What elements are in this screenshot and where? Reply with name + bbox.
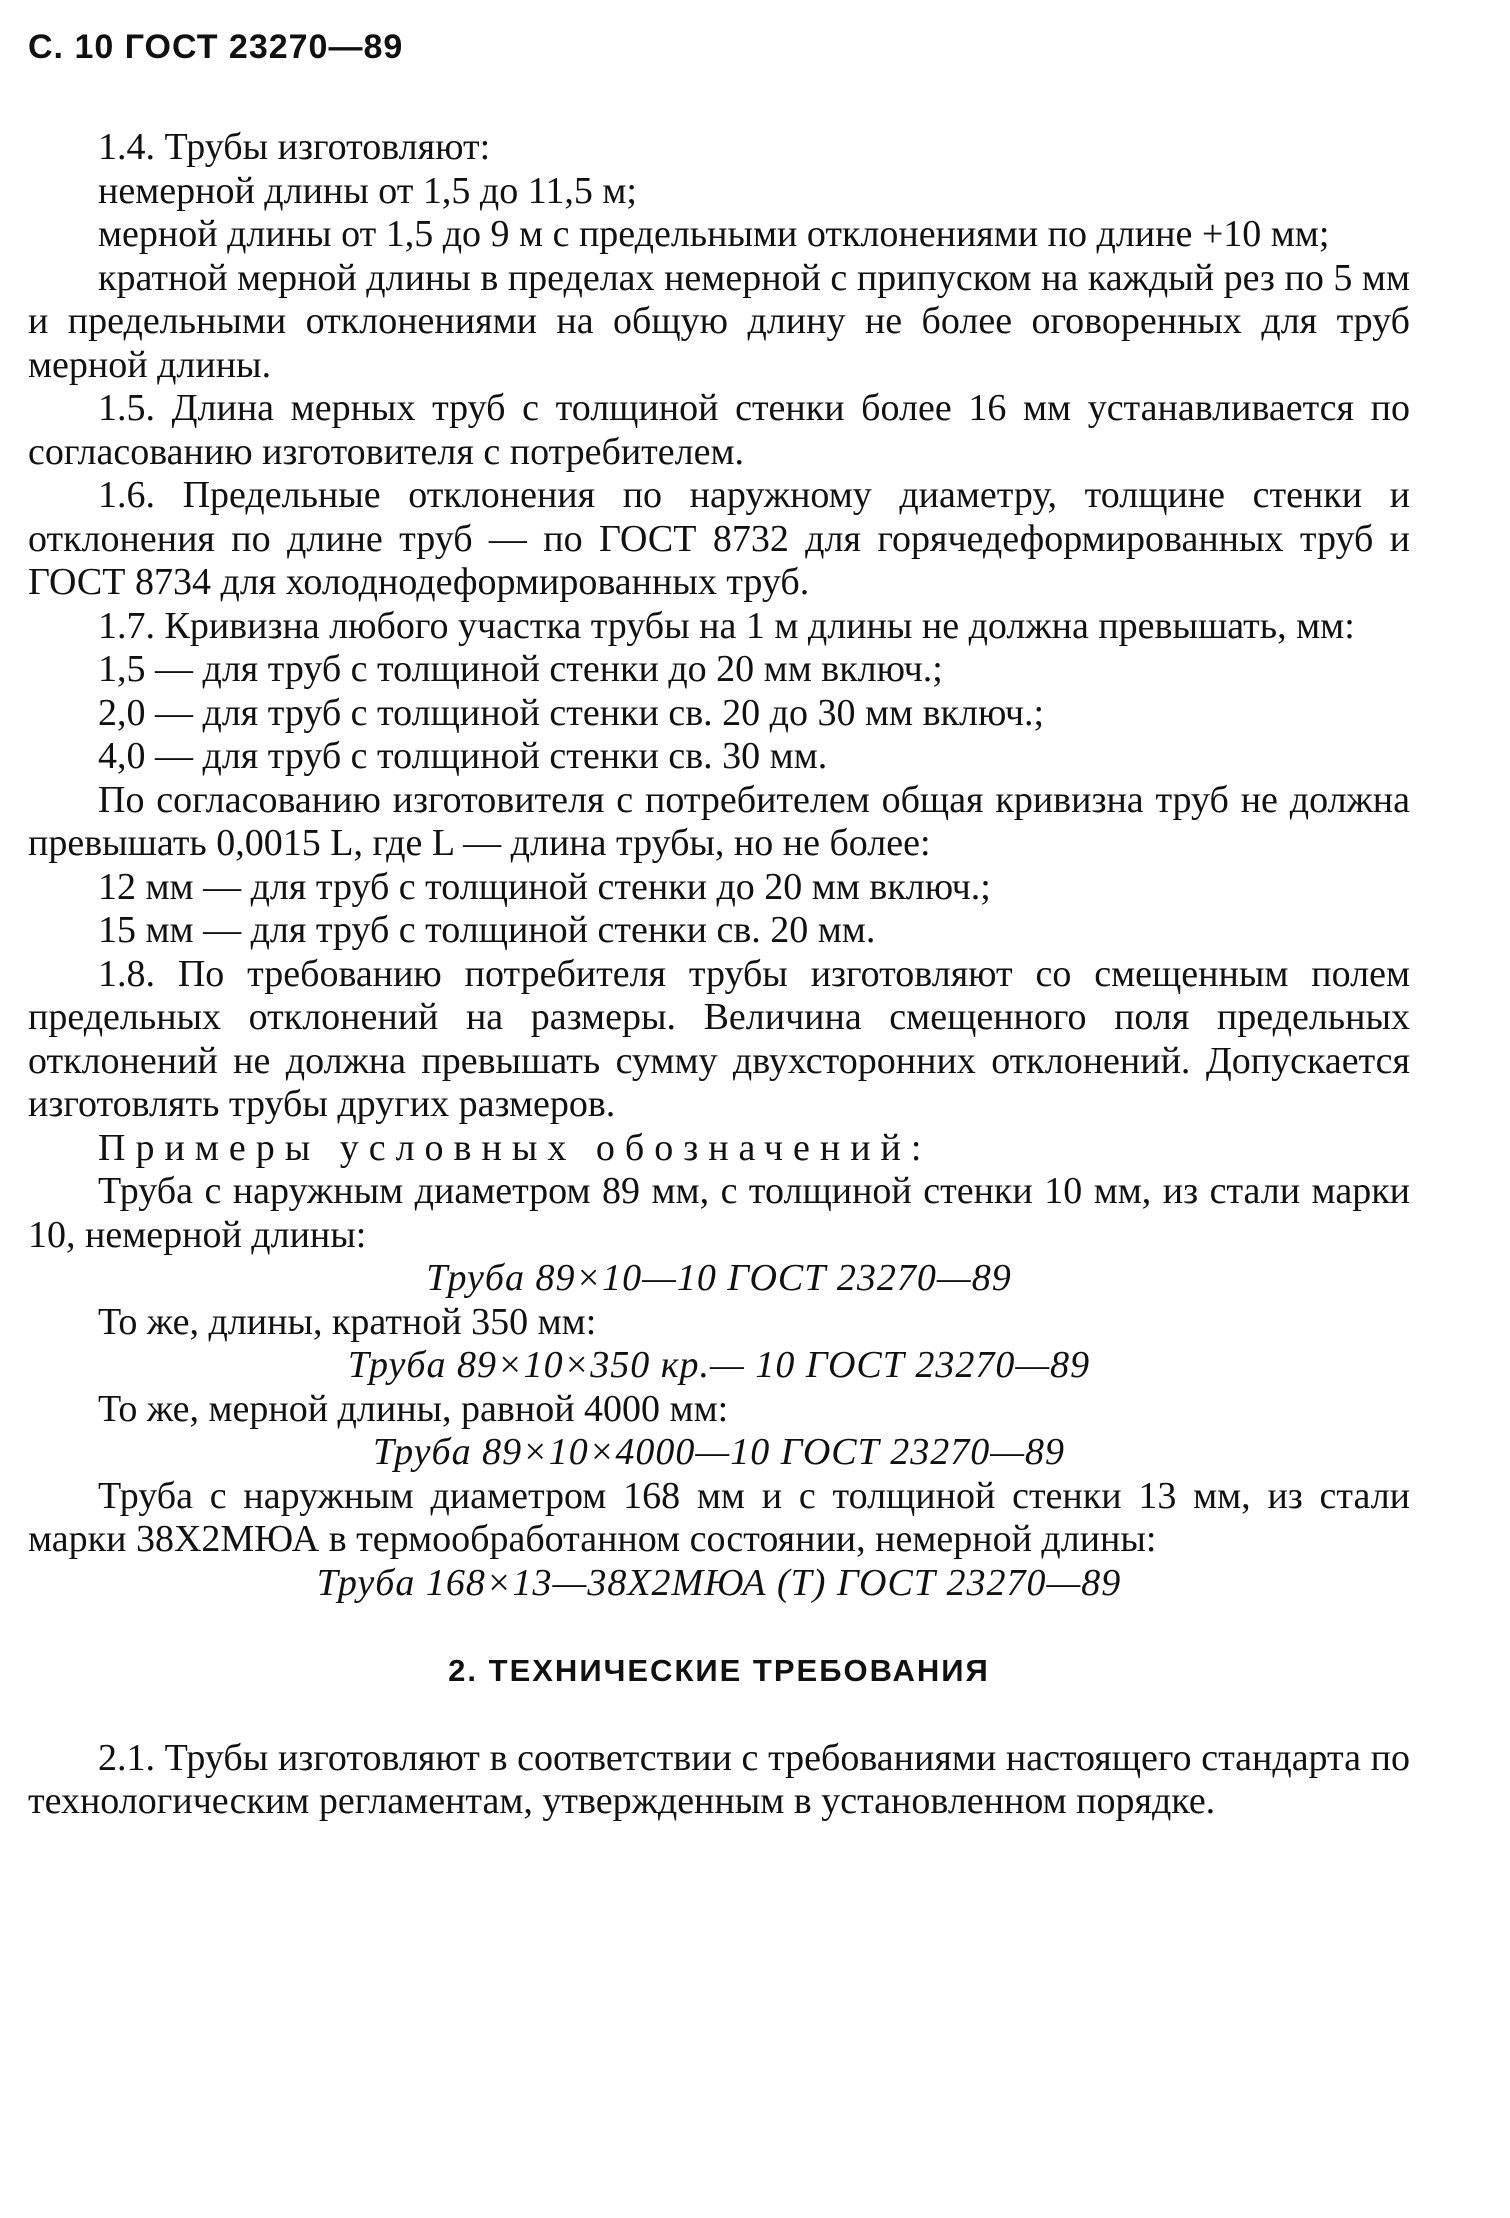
example-2-designation: Труба 89×10×350 кр.— 10 ГОСТ 23270—89 — [347, 1344, 1091, 1386]
example-4-text: Труба с наружным диаметром 168 мм и с толщиной стенки 13 мм, из стали марки 38Х2МЮА в термообработанном состоянии, немерной длины: — [28, 1474, 1410, 1560]
example-1-text: Труба с наружным диаметром 89 мм, с толщиной стенки 10 мм, из стали марки 10, немерной длины: — [28, 1170, 1410, 1256]
clause-1-7-agreement: По согласованию изготовителя с потребителем общая кривизна труб не должна превышать 0,0015 L, где L — длина трубы, но не более: — [28, 778, 1410, 864]
clause-1-4-title: 1.4. Трубы изготовляют: — [98, 126, 491, 168]
example-4-designation: Труба 168×13—38Х2МЮА (Т) ГОСТ 23270—89 — [316, 1561, 1122, 1604]
clause-1-5: 1.5. Длина мерных труб с толщиной стенки более 16 мм устанавливается по согласованию изготовителя с потребителем. — [28, 387, 1410, 473]
example-3-designation: Труба 89×10×4000—10 ГОСТ 23270—89 — [372, 1431, 1066, 1473]
clause-1-7-item-2: 2,0 — для труб с толщиной стенки св. 20 до 30 мм включ.; — [98, 691, 1045, 734]
document-page — [28, 0, 1410, 2218]
clause-1-8: 1.8. По требованию потребителя трубы изготовляют со смещенным полем предельных отклонений на размеры. Величина смещенного поля предельных отклонений не должна превышать сумму двухсторонних отклонений. Допускается изготовлять трубы других размеров. — [28, 952, 1410, 1125]
clause-2-1: 2.1. Трубы изготовляют в соответствии с требованиями настоящего стандарта по технологическим регламентам, утвержденным в установленном порядке. — [28, 1736, 1410, 1822]
examples-heading: Примеры условных обозначений: — [98, 1126, 932, 1169]
document-body — [28, 126, 1410, 1824]
clause-1-7-item-4: 12 мм — для труб с толщиной стенки до 20 мм включ.; — [98, 865, 991, 908]
example-3-text: То же, мерной длины, равной 4000 мм: — [98, 1387, 729, 1430]
example-1-designation: Труба 89×10—10 ГОСТ 23270—89 — [426, 1257, 1012, 1299]
clause-1-6: 1.6. Предельные отклонения по наружному диаметру, толщине стенки и отклонения по длине труб — по ГОСТ 8732 для горячедеформированных труб и ГОСТ 8734 для холоднодеформированных труб. — [28, 474, 1410, 603]
clause-1-7-item-1: 1,5 — для труб с толщиной стенки до 20 мм включ.; — [98, 648, 943, 690]
clause-1-4-item-2: мерной длины от 1,5 до 9 м с предельными отклонениями по длине +10 мм; — [98, 213, 1330, 255]
clause-1-7-title: 1.7. Кривизна любого участка трубы на 1 м длины не должна превышать, мм: — [98, 604, 1355, 647]
clause-1-7-item-5: 15 мм — для труб с толщиной стенки св. 20 мм. — [98, 909, 876, 951]
page-header: С. 10 ГОСТ 23270—89 — [28, 28, 404, 66]
clause-1-7-item-3: 4,0 — для труб с толщиной стенки св. 30 мм. — [98, 735, 828, 777]
clause-1-4-item-1: немерной длины от 1,5 до 11,5 м; — [98, 169, 637, 212]
clause-1-4-item-3: кратной мерной длины в пределах немерной с припуском на каждый рез по 5 мм и предельными отклонениями на общую длину не более оговоренных для труб мерной длины. — [28, 256, 1410, 386]
example-2-text: То же, длины, кратной 350 мм: — [98, 1300, 597, 1343]
section-2-title: 2. ТЕХНИЧЕСКИЕ ТРЕБОВАНИЯ — [448, 1653, 990, 1688]
